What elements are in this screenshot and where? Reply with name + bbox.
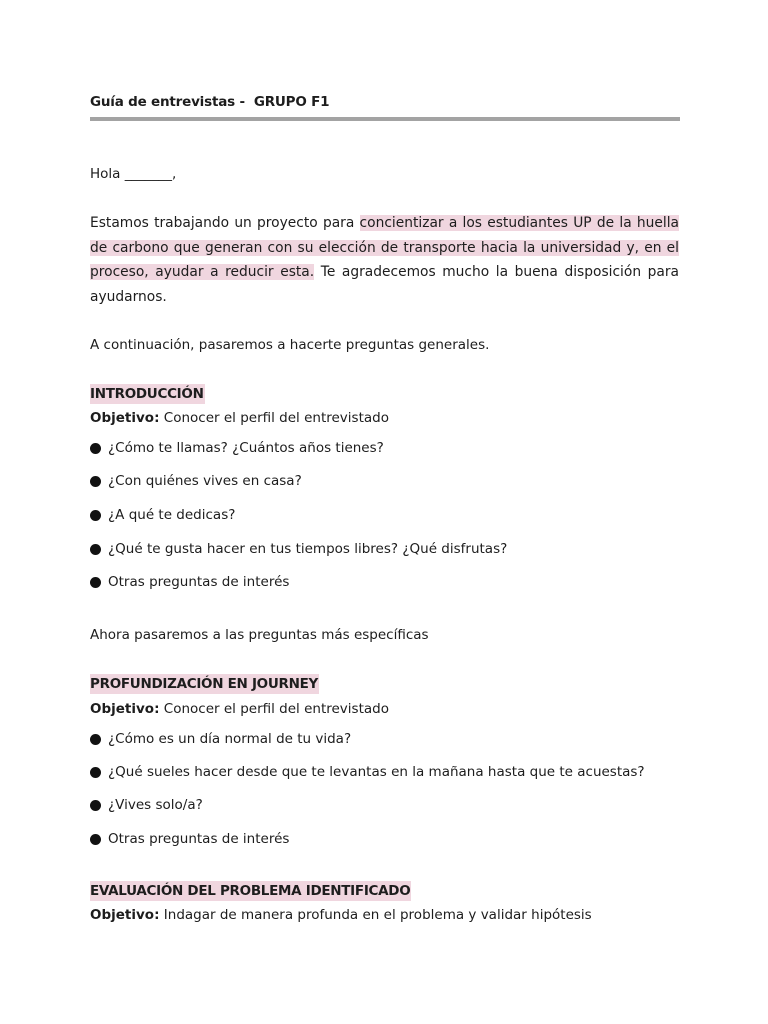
document-title: Guía de entrevistas - GRUPO F1 <box>90 94 330 110</box>
intro-highlighted-text: concientizar a los estudiantes UP de la huella de carbono que generan con su elección de transporte hacia la universidad y, en el proceso, ayudar a reducir esta. <box>90 215 679 280</box>
objective-label: Objetivo: <box>90 410 160 426</box>
section-title-introduccion: INTRODUCCIÓN <box>90 386 204 402</box>
list-item: ¿Qué sueles hacer desde que te levantas en la mañana hasta que te acuestas? <box>90 764 645 780</box>
bullet-icon <box>90 800 101 811</box>
bullet-icon <box>90 544 101 555</box>
bullet-icon <box>90 834 101 845</box>
title-divider <box>90 117 680 121</box>
intro-text-after: Te agradecemos mucho la buena disposición para ayudarnos. <box>90 264 680 305</box>
list-item: Otras preguntas de interés <box>90 831 289 847</box>
objective-label: Objetivo: <box>90 907 160 923</box>
bullet-icon <box>90 767 101 778</box>
list-item: ¿Vives solo/a? <box>90 797 203 813</box>
list-item: ¿Con quiénes vives en casa? <box>90 473 302 489</box>
objective-label: Objetivo: <box>90 701 160 717</box>
section-objective-evaluacion <box>90 907 592 923</box>
list-item: ¿A qué te dedicas? <box>90 507 235 523</box>
transition-general-text: A continuación, pasaremos a hacerte preguntas generales. <box>90 337 490 353</box>
objective-text: Conocer el perfil del entrevistado <box>159 410 389 426</box>
section-objective-journey <box>90 701 389 717</box>
section-title-evaluacion: EVALUACIÓN DEL PROBLEMA IDENTIFICADO <box>90 883 411 899</box>
list-item: ¿Cómo es un día normal de tu vida? <box>90 731 351 747</box>
bullet-icon <box>90 577 101 588</box>
list-item: ¿Cómo te llamas? ¿Cuántos años tienes? <box>90 440 384 456</box>
bullet-icon <box>90 476 101 487</box>
section-title-journey: PROFUNDIZACIÓN EN JOURNEY <box>90 676 318 692</box>
transition-specific-text: Ahora pasaremos a las preguntas más específicas <box>90 627 429 643</box>
bullet-icon <box>90 734 101 745</box>
intro-text-before: Estamos trabajando un proyecto para <box>90 215 360 231</box>
bullet-icon <box>90 510 101 521</box>
greeting-text: Hola _______, <box>90 166 177 182</box>
objective-text: Indagar de manera profunda en el problema y validar hipótesis <box>159 907 592 923</box>
intro-paragraph <box>90 211 679 309</box>
bullet-icon <box>90 443 101 454</box>
objective-text: Conocer el perfil del entrevistado <box>159 701 389 717</box>
section-objective-introduccion <box>90 410 389 426</box>
list-item: ¿Qué te gusta hacer en tus tiempos libres? ¿Qué disfrutas? <box>90 541 507 557</box>
list-item: Otras preguntas de interés <box>90 574 289 590</box>
